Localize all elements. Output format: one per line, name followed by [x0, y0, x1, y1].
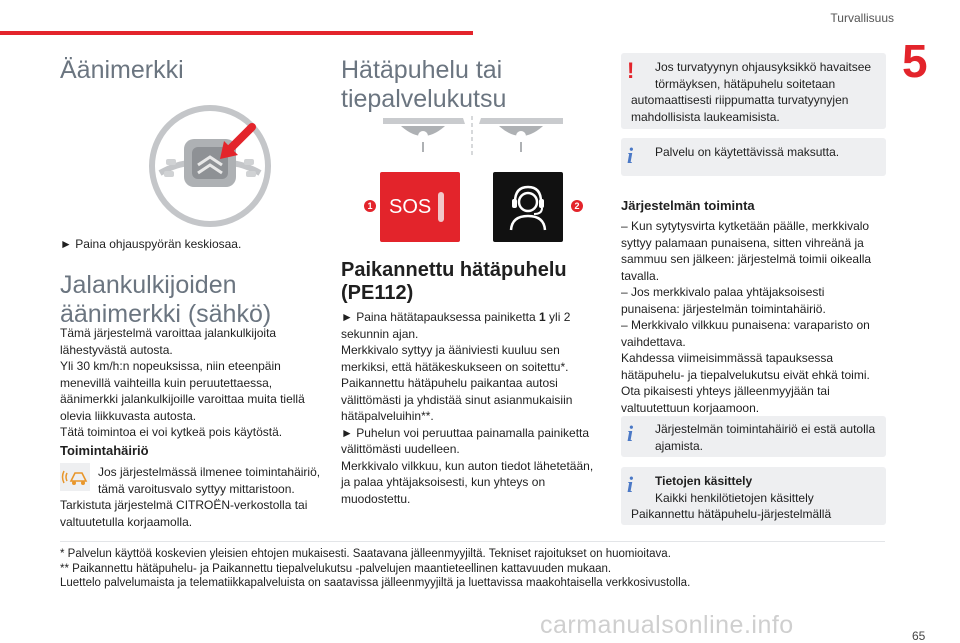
text-line: Kahdessa viimeisimmässä tapauksessa: [621, 351, 834, 365]
text-line: automaattisesti riippumatta turvatyynyjen: [631, 93, 849, 107]
text-line: sekunnin ajan.: [341, 326, 419, 341]
info-text: [655, 144, 839, 161]
steering-wheel-illustration: [140, 103, 280, 229]
text-line: tavalla.: [621, 268, 660, 283]
pedestrian-alert-warning-icon: [60, 463, 90, 491]
emergency-call-title: [341, 56, 506, 114]
info-icon: i: [627, 421, 634, 446]
text-line: ajamista.: [655, 438, 704, 453]
text-line: Palvelu on käytettävissä maksutta.: [655, 145, 840, 159]
callout-badge-1: 1: [364, 200, 376, 212]
title-line: Paikannettu hätäpuhelu: [341, 259, 567, 281]
text-line: ja palaa yhtäjaksoisesti, kun yhteys on: [341, 475, 546, 489]
info-text-continued: [631, 506, 883, 523]
text-line: Ota pikaisesti yhteys jälleenmyyjään tai: [621, 384, 830, 398]
text-line: – Jos merkkivalo palaa yhtäjaksoisesti: [621, 285, 825, 299]
watermark: carmanualsonline.info: [540, 611, 794, 639]
malfunction-driving-info-box: [621, 416, 886, 457]
system-operation-description: [621, 218, 896, 416]
info-icon: i: [627, 143, 634, 168]
system-operation-title: Järjestelmän toiminta: [621, 198, 755, 213]
text-line: Merkkivalo vilkkuu, kun auton tiedot lähetetään,: [341, 458, 594, 473]
exclamation-icon: !: [627, 58, 635, 83]
malfunction-warning-text: [98, 464, 338, 497]
horn-instruction: ► Paina ohjauspyörän keskiosaa.: [60, 237, 242, 251]
text-line: merkiksi, että hätäkeskukseen on soitettu*.: [341, 359, 569, 374]
text-line: olevia liikkuvasta autosta.: [60, 408, 197, 423]
text-line: Tarkistuta järjestelmä CITROËN-verkostolla tai: [60, 498, 308, 512]
footnote-divider: [60, 541, 885, 542]
footnote-line: Luettelo palvelumaista ja telematiikkapalveluista on saatavissa jälleenmyyjiltä ja luettavissa maakohtaisella verkkosivustolla.: [60, 577, 691, 589]
horn-title: Äänimerkki: [60, 56, 184, 84]
info-text: [655, 473, 883, 506]
text-line: mahdollisista laukeamisista.: [631, 109, 780, 124]
text-line: Jos turvatyynyn ohjausyksikkö havaitsee: [655, 60, 872, 74]
title-line: Jalankulkijoiden: [60, 271, 237, 299]
warning-text: [631, 59, 883, 125]
text-line: hätäpalveluihin**.: [341, 409, 434, 423]
page-number: 65: [912, 629, 926, 643]
footnote-line: * Palvelun käyttöä koskevien yleisien ehtojen mukaisesti. Saatavana jälleenmyyjiltä. Tekniset rajoitukset on huomioitava.: [60, 548, 671, 560]
info-title: Tietojen käsittely: [655, 474, 753, 488]
text-line: tämä varoitusvalo syttyy mittaristoon.: [98, 481, 295, 496]
text-line: törmäyksen, hätäpuhelu soitetaan: [655, 76, 836, 91]
sos-label: SOS: [389, 196, 432, 218]
info-text: [655, 421, 883, 454]
footnote-line: ** Paikannettu hätäpuhelu- ja Paikannettu tiepalvelukutsu -palvelujen maantieteellinen kattavuuden mukaan.: [60, 562, 612, 575]
chapter-accent-bar: [0, 31, 473, 35]
info-icon: i: [627, 472, 634, 497]
text-line: muodostettu.: [341, 491, 411, 506]
malfunction-title: Toimintahäiriö: [60, 443, 149, 458]
text-line: Merkkivalo syttyy ja ääniviesti kuuluu sen: [341, 343, 560, 357]
assistance-call-button[interactable]: [493, 172, 563, 242]
text-line: valtuutettuun korjaamoon.: [621, 400, 760, 415]
text-line: Järjestelmän toimintahäiriö ei estä autolla: [655, 422, 876, 436]
text-line: Paikannettu hätäpuhelu-järjestelmällä: [631, 507, 832, 521]
text-line: Tätä toimintoa ei voi kytkeä pois käytöstä.: [60, 425, 283, 439]
text-line: syttyy palamaan punaisena, sitten vihreänä ja: [621, 235, 864, 250]
title-line: tiepalvelukutsu: [341, 85, 507, 113]
chapter-number: 5: [902, 35, 928, 87]
malfunction-advice: [60, 497, 340, 530]
sos-button[interactable]: [380, 172, 460, 242]
text-line: välittömästi ja yhdistää sinut asianmukaisiin: [341, 392, 573, 407]
data-processing-info-box: [621, 467, 886, 525]
pedestrian-horn-title: [60, 271, 271, 329]
text-line: valtuutetulla korjaamolla.: [60, 514, 193, 529]
text-line: Paikannettu hätäpuhelu paikantaa autosi: [341, 376, 558, 390]
text-line: ► Puhelun voi peruuttaa painamalla painiketta: [341, 425, 590, 440]
title-line: (PE112): [341, 282, 414, 304]
headset-operator-icon: [504, 182, 552, 232]
text-line: Jos järjestelmässä ilmenee toimintahäiriö,: [98, 465, 321, 479]
text-line: Kaikki henkilötietojen käsittely: [655, 490, 814, 505]
text-line: hätäpuhelu- ja tiepalvelukutsu eivät ehkä toimi.: [621, 367, 870, 382]
pe112-title: [341, 259, 567, 305]
text-line: Tämä järjestelmä varoittaa jalankulkijoita: [60, 326, 277, 340]
free-service-info-box: [621, 138, 886, 176]
airbag-warning-box: [621, 53, 886, 129]
title-line: äänimerkki (sähkö): [60, 300, 272, 328]
overhead-console-illustration: [381, 112, 565, 160]
text-line: sammuu sen jälkeen: järjestelmä toimii oikealla: [621, 252, 872, 266]
text-line: menevillä vaihteilla kuin peruutettaessa,: [60, 375, 273, 390]
section-title: Turvallisuus: [830, 11, 894, 25]
text-line: ► Paina hätätapauksessa painiketta 1 yli 2: [341, 310, 571, 324]
text-line: – Merkkivalo vilkkuu punaisena: varaparisto on: [621, 318, 870, 332]
pedestrian-horn-description: [60, 325, 330, 441]
title-line: Hätäpuhelu tai: [341, 56, 503, 84]
text-line: – Kun sytytysvirta kytketään päälle, merkkivalo: [621, 219, 870, 233]
callout-badge-2: 2: [571, 200, 583, 212]
text-line: Yli 30 km/h:n nopeuksissa, niin eteenpäin: [60, 359, 281, 373]
sos-led-indicator: [438, 192, 444, 222]
text-line: äänimerkki jalankulkijoille varoittaa muita tiellä: [60, 392, 305, 406]
text-line: punaisena: järjestelmän toimintahäiriö.: [621, 301, 826, 316]
footnotes: [60, 547, 900, 591]
text-line: vaihdettava.: [621, 334, 686, 349]
text-line: välittömästi uudelleen.: [341, 442, 460, 456]
pe112-description: [341, 309, 611, 507]
text-line: lähestyvästä autosta.: [60, 342, 173, 357]
